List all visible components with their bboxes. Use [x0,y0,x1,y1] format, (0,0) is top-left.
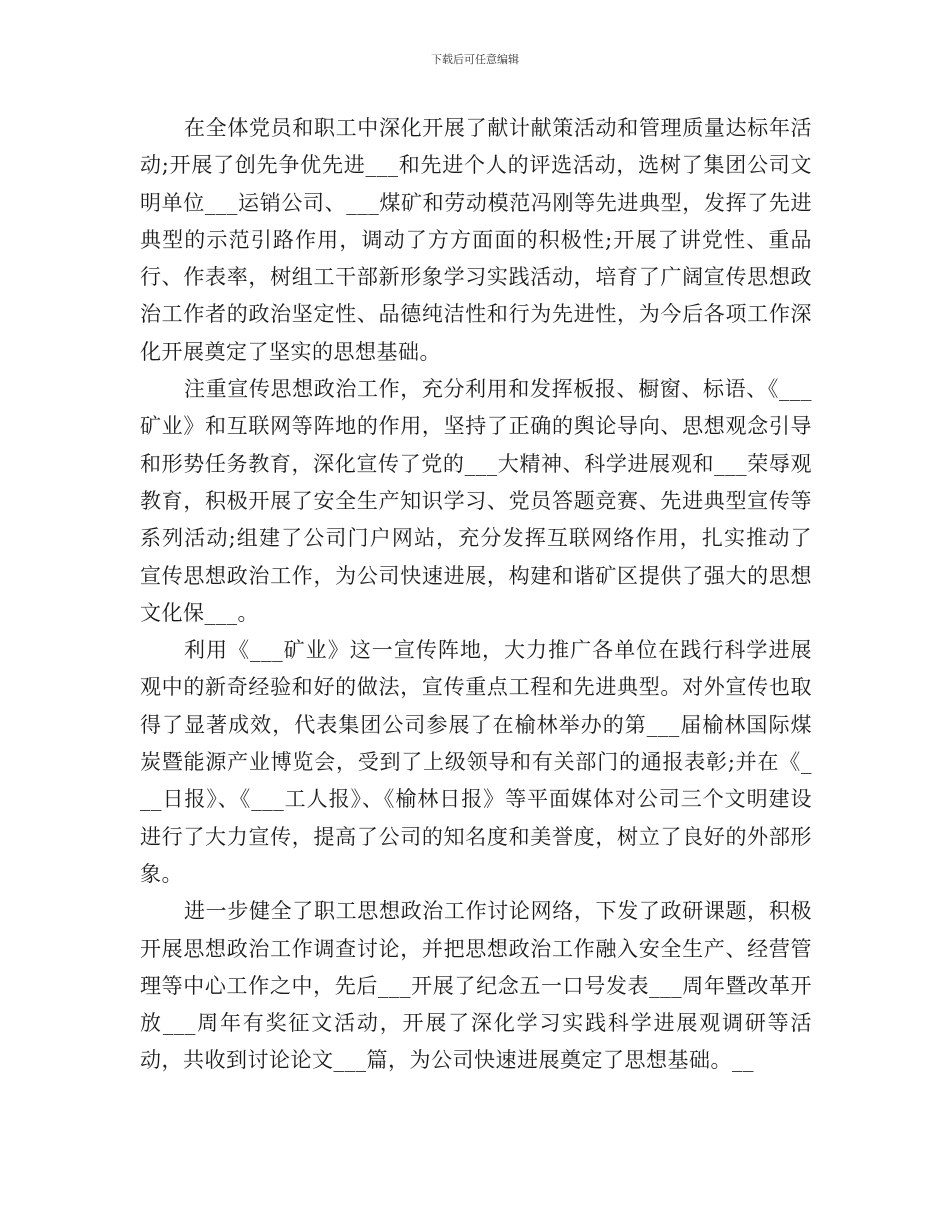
paragraph-3: 利用《___矿业》这一宣传阵地，大力推广各单位在践行科学进展观中的新奇经验和好的做法，宣传重点工程和先进典型。对外宣传也取得了显著成效，代表集团公司参展了在榆林举办的第___届榆林国际煤炭暨能源产业博览会，受到了上级领导和有关部门的通报表彰;并在《___日报》、《___工人报》、《榆林日报》等平面媒体对公司三个文明建设进行了大力宣传，提高了公司的知名度和美誉度，树立了良好的外部形象。 [140,638,812,886]
page-header: 下载后可任意编辑 [431,53,519,66]
paragraph-2: 注重宣传思想政治工作，充分利用和发挥板报、橱窗、标语、《___矿业》和互联网等阵地的作用，坚持了正确的舆论导向、思想观念引导和形势任务教育，深化宣传了党的___大精神、科学进展观和___荣辱观教育，积极开展了安全生产知识学习、党员答题竞赛、先进典型宣传等系列活动;组建了公司门户网站，充分发挥互联网络作用，扎实推动了宣传思想政治工作，为公司快速进展，构建和谐矿区提供了强大的思想文化保___。 [140,377,812,625]
paragraph-4: 进一步健全了职工思想政治工作讨论网络，下发了政研课题，积极开展思想政治工作调查讨论，并把思想政治工作融入安全生产、经营管理等中心工作之中，先后___开展了纪念五一口号发表___周年暨改革开放___周年有奖征文活动，开展了深化学习实践科学进展观调研等活动，共收到讨论论文___篇，为公司快速进展奠定了思想基础。__ [140,899,812,1073]
document-body [140,110,812,1080]
paragraph-1: 在全体党员和职工中深化开展了献计献策活动和管理质量达标年活动;开展了创先争优先进___和先进个人的评选活动，选树了集团公司文明单位___运销公司、___煤矿和劳动模范冯刚等先进典型，发挥了先进典型的示范引路作用，调动了方方面面的积极性;开展了讲党性、重品行、作表率，树组工干部新形象学习实践活动，培育了广阔宣传思想政治工作者的政治坚定性、品德纯洁性和行为先进性，为今后各项工作深化开展奠定了坚实的思想基础。 [140,116,812,364]
